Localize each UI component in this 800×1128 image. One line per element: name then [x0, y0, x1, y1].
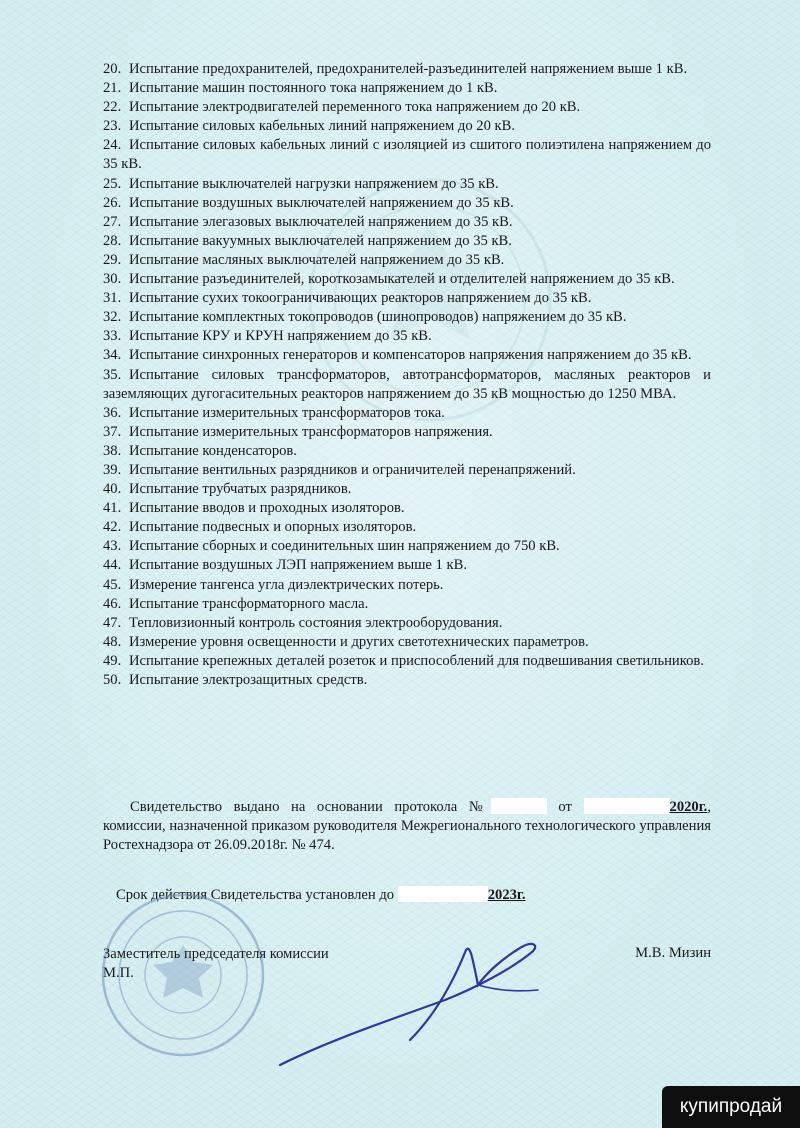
list-item-text: Испытание вентильных разрядников и ограничителей перенапряжений.: [129, 461, 576, 478]
list-item: [103, 60, 711, 79]
list-item-text: Испытание электрозащитных средств.: [129, 672, 368, 688]
list-item: [103, 633, 711, 652]
list-item-text: Испытание воздушных ЛЭП напряжением выше 1 кВ.: [129, 557, 467, 574]
list-item: [103, 136, 711, 174]
list-item: [103, 79, 711, 98]
list-item: [103, 518, 711, 537]
list-item-number: 23.: [103, 118, 122, 135]
list-item-number: 45.: [103, 576, 122, 593]
list-item: [103, 442, 711, 461]
list-item-text: Испытание выключателей нагрузки напряжением до 35 кВ.: [129, 175, 499, 192]
list-item: [103, 175, 711, 194]
list-item-number: 47.: [103, 614, 122, 631]
list-item-number: 50.: [103, 672, 122, 688]
list-item-text: Испытание измерительных трансформаторов тока.: [129, 404, 445, 421]
list-item-text: Испытание машин постоянного тока напряжением до 1 кВ.: [129, 80, 498, 97]
list-item-text: Испытание трансформаторного масла.: [129, 595, 369, 612]
list-item-number: 21.: [103, 80, 122, 97]
list-item-number: 33.: [103, 328, 122, 345]
list-item-text: Испытание сборных и соединительных шин напряжением до 750 кВ.: [129, 538, 560, 555]
list-item: [103, 327, 711, 346]
brand-badge[interactable]: купипродай: [662, 1086, 800, 1128]
list-item-text: Испытание разъединителей, короткозамыкателей и отделителей напряжением до 35 кВ.: [129, 271, 675, 288]
list-item-number: 41.: [103, 500, 122, 517]
list-item-number: 42.: [103, 519, 122, 536]
list-item: [103, 461, 711, 480]
protocol-date-redacted: [584, 798, 670, 814]
list-item-number: 31.: [103, 290, 122, 307]
list-item: [103, 556, 711, 575]
list-item-number: 30.: [103, 271, 122, 288]
list-item-number: 24.: [103, 137, 122, 154]
list-item-number: 25.: [103, 175, 122, 192]
list-item-text: Испытание силовых кабельных линий с изоляцией из сшитого полиэтилена напряжением до 35 кВ.: [103, 137, 711, 173]
list-item-text: Испытание вводов и проходных изоляторов.: [129, 500, 405, 517]
list-item-text: Испытание синхронных генераторов и компенсаторов напряжения напряжением до 35 кВ.: [129, 347, 692, 364]
list-item: [103, 346, 711, 365]
list-item: [103, 499, 711, 518]
list-item: [103, 537, 711, 556]
list-item-text: Испытание сухих токоограничивающих реакторов напряжением до 35 кВ.: [129, 290, 592, 307]
list-item-text: Испытание электродвигателей переменного тока напряжением до 20 кВ.: [129, 99, 581, 116]
list-item: [103, 480, 711, 499]
list-item-text: Испытание трубчатых разрядников.: [129, 481, 352, 498]
list-item: [103, 308, 711, 327]
issued-text-2: от: [558, 799, 572, 815]
list-item-text: Испытание подвесных и опорных изоляторов.: [129, 519, 417, 536]
list-item: [103, 98, 711, 117]
list-item-text: Испытание КРУ и КРУН напряжением до 35 кВ.: [129, 328, 432, 345]
list-item-number: 22.: [103, 99, 122, 116]
list-item-number: 43.: [103, 538, 122, 555]
list-item-number: 28.: [103, 232, 122, 249]
list-item-text: Испытание вакуумных выключателей напряжением до 35 кВ.: [129, 232, 512, 249]
list-item: [103, 117, 711, 136]
list-item: [103, 270, 711, 289]
list-item-number: 32.: [103, 309, 122, 326]
issued-text-3: , комиссии, назначенной приказом руководителя Межрегионального технологического управления Ростехнадзора от 26.09.2018г. № 474.: [103, 799, 711, 854]
list-item-number: 49.: [103, 652, 122, 669]
issued-year: 2020г.: [669, 799, 708, 815]
list-item: [103, 366, 711, 404]
list-item-text: Испытание силовых трансформаторов, автотрансформаторов, масляных реакторов и заземляющих дугогасительных реакторов напряжением до 35 кВ мощностью до 1250 МВА.: [103, 366, 711, 402]
signatory-name: М.В. Мизин: [635, 945, 711, 961]
list-item-text: Испытание элегазовых выключателей напряжением до 35 кВ.: [129, 213, 513, 230]
list-item-number: 36.: [103, 404, 122, 421]
stamp-mark: М.П.: [103, 965, 134, 981]
list-item: [103, 213, 711, 232]
list-item-number: 40.: [103, 481, 122, 498]
list-item-number: 34.: [103, 347, 122, 364]
list-item: [103, 652, 711, 671]
list-item: [103, 194, 711, 213]
list-item: [103, 576, 711, 595]
list-item: [103, 232, 711, 251]
list-item-number: 26.: [103, 194, 122, 211]
list-item: [103, 404, 711, 423]
list-item: [103, 251, 711, 270]
protocol-number-redacted: [491, 798, 547, 814]
list-item-text: Испытание измерительных трансформаторов напряжения.: [129, 423, 493, 440]
issued-paragraph: [103, 798, 711, 855]
list-item-number: 38.: [103, 442, 122, 459]
list-item-number: 20.: [103, 61, 122, 77]
list-item-text: Измерение уровня освещенности и других светотехнических параметров.: [129, 633, 589, 650]
list-item: [103, 289, 711, 308]
list-item-text: Испытание комплектных токопроводов (шинопроводов) напряжением до 35 кВ.: [129, 309, 627, 326]
list-item-text: Измерение тангенса угла диэлектрических потерь.: [129, 576, 444, 593]
list-item-number: 39.: [103, 461, 122, 478]
issued-text-1: Свидетельство выдано на основании протокола №: [130, 799, 491, 815]
list-item-number: 29.: [103, 251, 122, 268]
validity-date-redacted: [398, 886, 488, 902]
list-item: [103, 671, 711, 690]
list-item-text: Испытание конденсаторов.: [129, 442, 297, 459]
handwritten-signature-icon: [270, 930, 570, 1080]
list-item-text: Испытание крепежных деталей розеток и приспособлений для подвешивания светильников.: [129, 652, 704, 669]
list-item: [103, 595, 711, 614]
validity-text: Срок действия Свидетельства установлен до: [116, 887, 395, 903]
list-item: [103, 614, 711, 633]
list-item-text: Испытание предохранителей, предохранителей-разъединителей напряжением выше 1 кВ.: [129, 61, 688, 77]
list-item-number: 44.: [103, 557, 122, 574]
list-item-number: 46.: [103, 595, 122, 612]
signatory-title: Заместитель председателя комиссии: [103, 946, 329, 962]
list-item-number: 27.: [103, 213, 122, 230]
list-item-number: 37.: [103, 423, 122, 440]
list-item-text: Испытание воздушных выключателей напряжением до 35 кВ.: [129, 194, 514, 211]
list-item-text: Испытание силовых кабельных линий напряжением до 20 кВ.: [129, 118, 515, 135]
validity-year: 2023г.: [487, 887, 526, 903]
list-item-number: 48.: [103, 633, 122, 650]
list-item-text: Испытание масляных выключателей напряжением до 35 кВ.: [129, 251, 505, 268]
tests-list: [103, 60, 711, 690]
list-item-number: 35.: [103, 366, 122, 383]
list-item: [103, 423, 711, 442]
list-item-text: Тепловизионный контроль состояния электрооборудования.: [129, 614, 503, 631]
